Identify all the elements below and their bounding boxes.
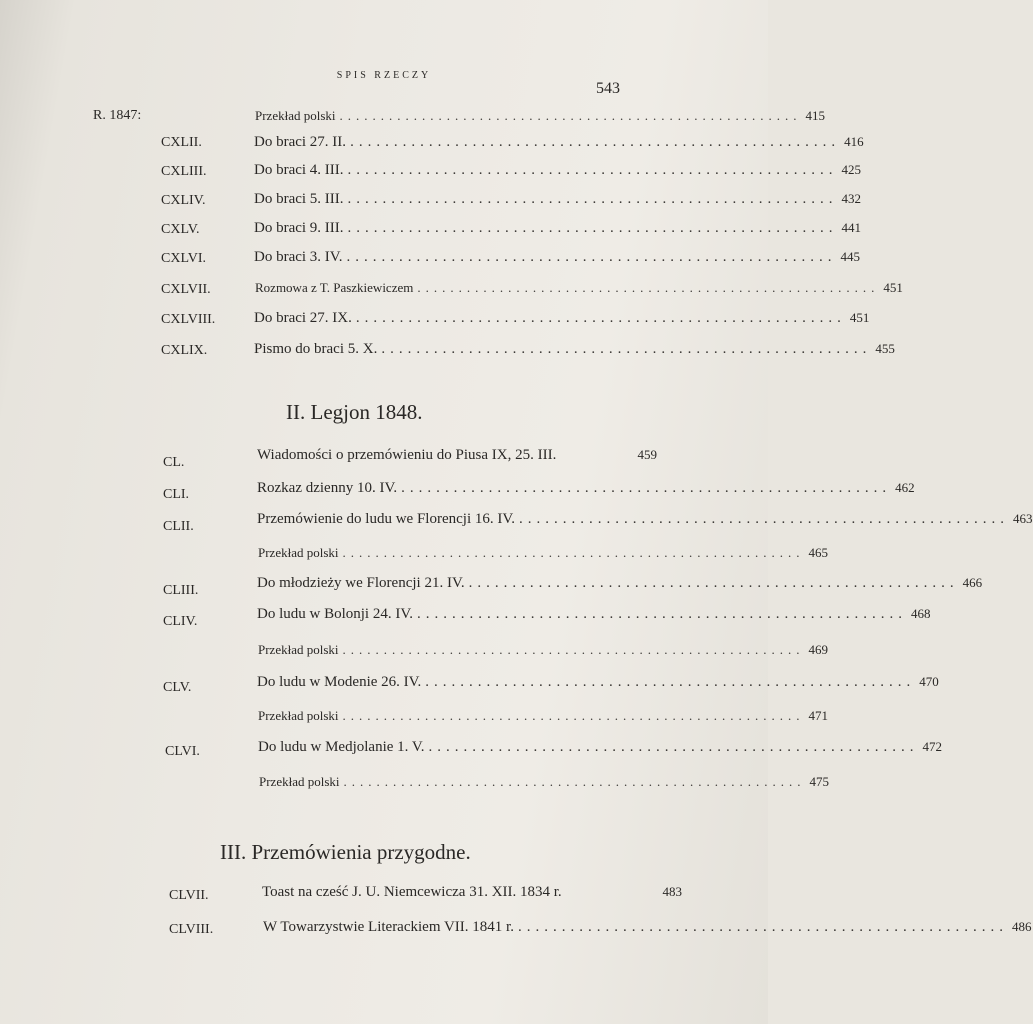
dot-leader: ........................................................ xyxy=(343,774,806,789)
toc-entry xyxy=(257,575,983,592)
dot-leader: ........................................................ xyxy=(347,191,838,207)
entry-title: Przekład polski xyxy=(259,774,340,789)
entry-title: Do ludu w Medjolanie 1. V. xyxy=(258,739,425,755)
entry-title: Pismo do braci 5. X. xyxy=(254,341,378,357)
toc-entry xyxy=(258,708,829,724)
dot-leader: ........................................................ xyxy=(417,280,880,295)
toc-entry xyxy=(254,162,862,179)
entry-page: 451 xyxy=(849,310,870,325)
entry-title: Toast na cześć J. U. Niemcewicza 31. XII. 1834 r. xyxy=(262,884,562,900)
dot-leader: ........................................................ xyxy=(347,162,838,178)
toc-entry xyxy=(254,249,860,266)
dot-leader: ........................................................ xyxy=(428,739,919,755)
entry-number: CLV. xyxy=(163,680,192,695)
toc-entry xyxy=(257,447,657,464)
dot-leader: ........................................................ xyxy=(339,108,802,123)
entry-number: CXLVII. xyxy=(161,282,211,297)
entry-title: Do braci 9. III. xyxy=(254,220,344,236)
entry-number: CXLIII. xyxy=(161,164,207,179)
entry-number: CLI. xyxy=(163,487,190,502)
toc-entry xyxy=(257,606,931,623)
dot-leader: ........................................................ xyxy=(346,249,837,265)
entry-title: Do młodzieży we Florencji 21. IV. xyxy=(257,575,465,591)
running-title: SPIS RZECZY xyxy=(336,70,432,81)
entry-title: Do ludu w Bolonji 24. IV. xyxy=(257,606,413,622)
entry-title: Do ludu w Modenie 26. IV. xyxy=(257,674,422,690)
toc-entry xyxy=(257,674,939,691)
entry-page: 470 xyxy=(919,674,939,689)
toc-entry xyxy=(255,280,903,296)
toc-entry xyxy=(258,739,943,756)
entry-page: 475 xyxy=(809,774,830,789)
entry-title: W Towarzystwie Literackiem VII. 1841 r. xyxy=(263,919,514,935)
entry-number: CLVIII. xyxy=(169,922,214,937)
entry-title: Przekład polski xyxy=(258,545,339,560)
entry-page: 468 xyxy=(910,606,931,621)
dot-leader: ........................................................ xyxy=(517,919,1008,935)
entry-number: CXLVIII. xyxy=(161,312,216,327)
entry-page: 445 xyxy=(840,249,860,264)
entry-number: CXLV. xyxy=(161,222,200,237)
entry-title: Do braci 4. III. xyxy=(254,162,344,178)
entry-page: 459 xyxy=(637,447,657,462)
dot-leader: ........................................................ xyxy=(342,642,805,657)
entry-title: Rozmowa z T. Paszkiewiczem xyxy=(255,280,414,295)
entry-number: CXLIV. xyxy=(161,193,206,208)
entry-page: 465 xyxy=(808,545,829,560)
toc-entry xyxy=(259,774,830,790)
entry-title: Rozkaz dzienny 10. IV. xyxy=(257,480,398,496)
toc-entry xyxy=(254,310,870,327)
entry-title: Do braci 5. III. xyxy=(254,191,344,207)
dot-leader: ........................................................ xyxy=(401,480,892,496)
entry-page: 462 xyxy=(895,480,915,495)
entry-number: CLIII. xyxy=(163,583,199,598)
entry-title: Do braci 3. IV. xyxy=(254,249,343,265)
toc-entry xyxy=(254,341,895,358)
toc-entry xyxy=(254,134,864,151)
dot-leader: ........................................................ xyxy=(381,341,872,357)
entry-title: Przekład polski xyxy=(258,642,339,657)
entry-page: 463 xyxy=(1013,511,1033,526)
dot-leader: ........................................................ xyxy=(342,708,805,723)
toc-entry xyxy=(255,108,826,124)
entry-title: Do braci 27. IX. xyxy=(254,310,352,326)
entry-page: 451 xyxy=(883,280,903,295)
toc-entry xyxy=(257,480,915,497)
toc-entry xyxy=(257,511,1033,528)
entry-title: Przekład polski xyxy=(255,108,336,123)
dot-leader: ........................................................ xyxy=(342,545,805,560)
section-heading: III. Przemówienia przygodne. xyxy=(220,840,471,864)
dot-leader: ........................................................ xyxy=(519,511,1010,527)
entry-page: 469 xyxy=(808,642,829,657)
dot-leader: ........................................................ xyxy=(416,606,907,622)
entry-number: CLVI. xyxy=(165,744,200,759)
entry-title: Wiadomości o przemówieniu do Piusa IX, 25. III. xyxy=(257,447,557,463)
page-number: 543 xyxy=(596,80,620,97)
entry-number: CLIV. xyxy=(163,614,198,629)
entry-page: 455 xyxy=(875,341,895,356)
dot-leader: ........................................................ xyxy=(425,674,916,690)
dot-leader: ........................................................ xyxy=(355,310,846,326)
entry-page: 425 xyxy=(841,162,862,177)
entry-number: CXLIX. xyxy=(161,343,208,358)
toc-entry xyxy=(258,545,829,561)
entry-number: CLII. xyxy=(163,519,194,534)
toc-entry xyxy=(262,884,682,901)
entry-page: 471 xyxy=(808,708,829,723)
entry-title: Przekład polski xyxy=(258,708,339,723)
entry-page: 441 xyxy=(841,220,862,235)
entry-page: 483 xyxy=(662,884,682,899)
dot-leader: ........................................................ xyxy=(468,575,959,591)
entry-page: 416 xyxy=(844,134,864,149)
entry-number: CXLVI. xyxy=(161,251,206,266)
entry-number: CLVII. xyxy=(169,888,209,903)
year-label: R. 1847: xyxy=(93,108,142,123)
toc-entry xyxy=(254,220,862,237)
dot-leader: ........................................................ xyxy=(347,220,838,236)
entry-page: 486 xyxy=(1011,919,1032,934)
toc-entry xyxy=(263,919,1032,936)
entry-title: Do braci 27. II. xyxy=(254,134,347,150)
dot-leader: ........................................................ xyxy=(350,134,841,150)
toc-entry xyxy=(254,191,862,208)
entry-page: 472 xyxy=(922,739,943,754)
entry-number: CXLII. xyxy=(161,135,202,150)
entry-page: 466 xyxy=(962,575,983,590)
toc-entry xyxy=(258,642,829,658)
entry-title: Przemówienie do ludu we Florencji 16. IV. xyxy=(257,511,516,527)
section-heading: II. Legjon 1848. xyxy=(286,400,423,424)
entry-page: 415 xyxy=(805,108,826,123)
entry-page: 432 xyxy=(841,191,862,206)
entry-number: CL. xyxy=(163,455,185,470)
